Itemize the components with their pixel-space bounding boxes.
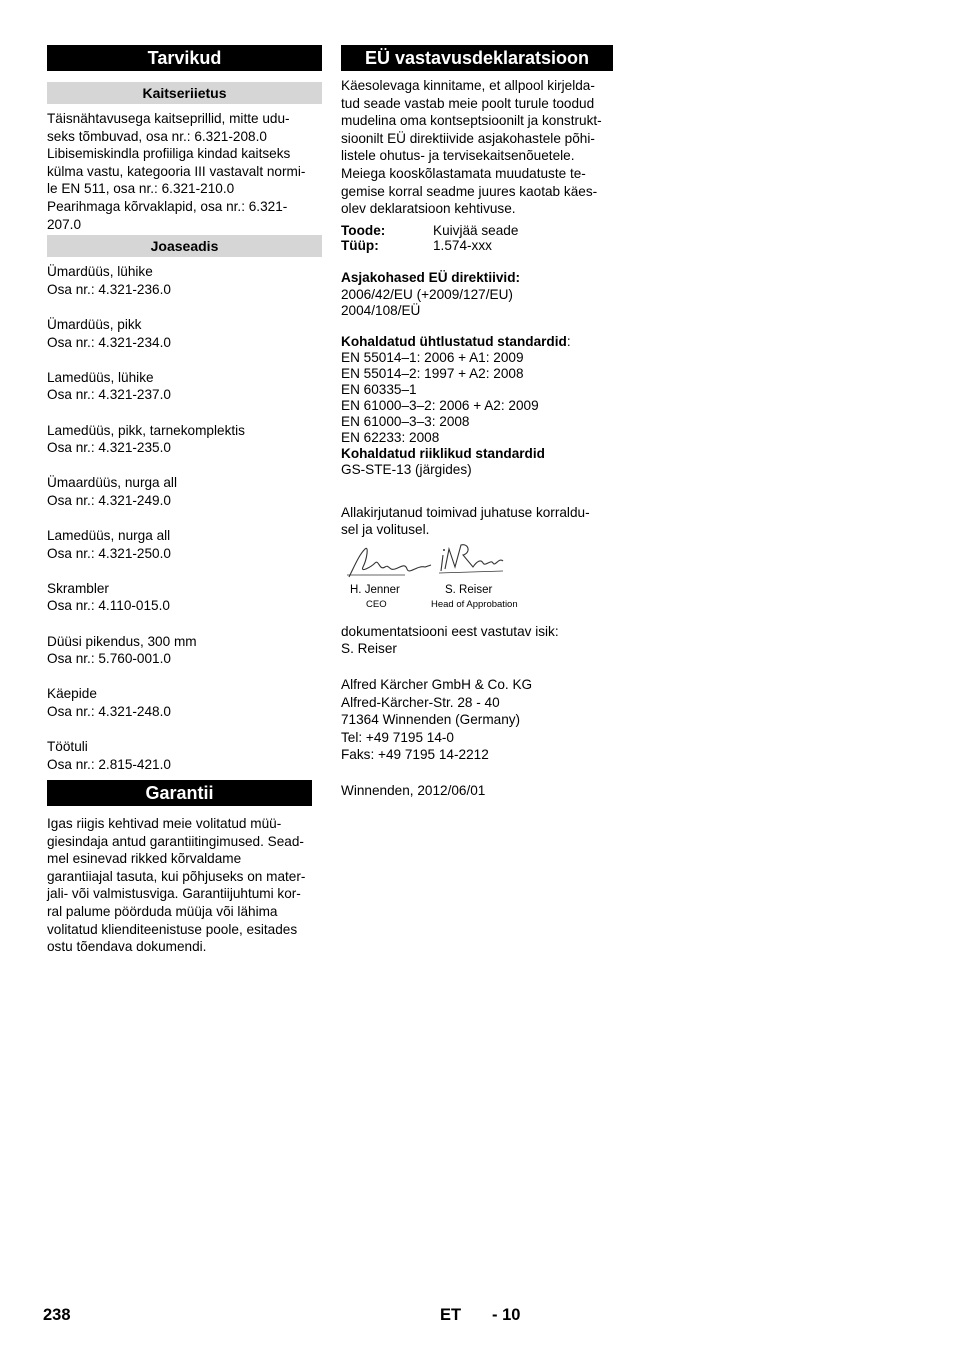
company-address: Alfred Kärcher GmbH & Co. KG Alfred-Kärcher-Str. 28 - 40 71364 Winnenden (Germany) Tel: +49 7195 14-0 Faks: +49 7195 14-2212 <box>341 676 533 763</box>
date-place: Winnenden, 2012/06/01 <box>341 782 486 798</box>
left-column <box>47 45 322 956</box>
signatures <box>341 539 613 609</box>
allkirjutanud-text: Allakirjutanud toimivad juhatuse korraldu- sel ja volitusel. <box>341 504 590 538</box>
accessory-item <box>47 369 322 404</box>
accessory-item <box>47 580 322 615</box>
accessory-item <box>47 422 322 457</box>
joaseadis-heading: Joaseadis <box>47 235 322 257</box>
accessory-name: Lamedüüs, pikk, tarnekomplektis <box>47 422 245 438</box>
accessory-part-number: Osa nr.: 4.110-015.0 <box>47 598 170 614</box>
accessory-name: Skrambler <box>47 580 109 596</box>
jenner-signature-icon <box>345 545 435 581</box>
accessory-part-number: Osa nr.: 5.760-001.0 <box>47 651 171 667</box>
accessory-part-number: Osa nr.: 4.321-249.0 <box>47 492 171 508</box>
kaitseriietus-heading: Kaitseriietus <box>47 82 322 104</box>
direktiivid-list: 2006/42/EU (+2009/127/EU) 2004/108/EÜ <box>341 286 513 318</box>
garantii-text: Igas riigis kehtivad meie volitatud müü- giesindaja antud garantiitingimused. Sead- mel esinevad rikked kõrvaldame garantiiajal tasuta, kui põhjuseks on mater- jali- või valmistusviga. Garantiijuhtumi kor- ral palume pöörduda müüja või lähima volitatud klienditeenistuse poole, esitades ostu tõendava dokumendi. <box>47 815 306 955</box>
standardid-list: EN 55014–1: 2006 + A1: 2009 EN 55014–2: 1997 + A2: 2008 EN 60335–1 EN 61000–3–2: 2006 + A2: 2009 EN 61000–3–3: 2008 EN 62233: 2008 <box>341 349 539 445</box>
accessory-part-number: Osa nr.: 4.321-235.0 <box>47 440 171 456</box>
accessory-part-number: Osa nr.: 2.815-421.0 <box>47 756 171 772</box>
language-code: ET <box>440 1306 462 1324</box>
direktiivid-label: Asjakohased EÜ direktiivid: <box>341 269 521 285</box>
accessory-part-number: Osa nr.: 4.321-236.0 <box>47 281 171 297</box>
accessory-item <box>47 474 322 509</box>
tyyp-label: Tüüp: <box>341 238 379 254</box>
accessory-name: Ümaardüüs, nurga all <box>47 475 177 491</box>
accessory-name: Käepide <box>47 686 97 702</box>
standardid-colon: : <box>566 333 571 349</box>
sub-page-number: - 10 <box>492 1306 521 1324</box>
reiser-signature-icon <box>437 541 507 579</box>
accessory-item <box>47 738 322 773</box>
accessory-name: Lamedüüs, lühike <box>47 369 154 385</box>
jenner-role: CEO <box>366 598 387 610</box>
declaration-intro: Käesolevaga kinnitame, et allpool kirjelda- tud seade vastab meie poolt turule toodud mudelina oma kontseptsioonilt ja konstrukt- sioonilt EÜ direktiivide asjakohastele põhi- listele ohutus- ja tervisekaitsenõuetele. Meiega kooskõlastamata muudatuste te- gemise korral seadme juures kaotab käes- olev deklaratsioon kehtivuse. <box>341 78 602 217</box>
tyyp-value: 1.574-xxx <box>433 238 492 254</box>
accessory-part-number: Osa nr.: 4.321-234.0 <box>47 334 171 350</box>
vastutav-text: dokumentatsiooni eest vastutav isik: S. Reiser <box>341 623 559 657</box>
standardid-label: Kohaldatud ühtlustatud standardid <box>341 333 567 349</box>
accessory-part-number: Osa nr.: 4.321-250.0 <box>47 545 171 561</box>
accessory-part-number: Osa nr.: 4.321-248.0 <box>47 704 171 719</box>
accessory-item <box>47 527 322 562</box>
toode-label: Toode: <box>341 222 386 238</box>
accessory-item <box>47 633 322 668</box>
accessory-part-number: Osa nr.: 4.321-237.0 <box>47 387 171 403</box>
accessory-item <box>47 263 322 298</box>
reiser-name: S. Reiser <box>445 583 493 596</box>
accessory-item <box>47 316 322 351</box>
jenner-name: H. Jenner <box>350 583 400 596</box>
accessory-name: Düüsi pikendus, 300 mm <box>47 633 197 649</box>
riiklikud-value: GS-STE-13 (järgides) <box>341 461 472 477</box>
accessory-list <box>47 263 322 773</box>
riiklikud-label: Kohaldatud riiklikud standardid <box>341 445 545 461</box>
accessory-name: Lamedüüs, nurga all <box>47 528 171 544</box>
garantii-heading: Garantii <box>47 780 312 806</box>
accessory-name: Ümardüüs, lühike <box>47 264 153 280</box>
reiser-role: Head of Approbation <box>431 598 518 610</box>
page-number: 238 <box>43 1306 71 1324</box>
accessory-item <box>47 685 322 720</box>
toode-value: Kuivjää seade <box>433 222 519 238</box>
kaitseriietus-text: Täisnähtavusega kaitseprillid, mitte udu- seks tõmbuvad, osa nr.: 6.321-208.0 Libisemiskindla profiiliga kindad kaitseks külma vastu, kategooria III vastavalt normi- le EN 511, osa nr.: 6.321-210.0 Pearihmaga kõrvaklapid, osa nr.: 6.321- 207.0 <box>47 111 306 232</box>
tarvikud-heading: Tarvikud <box>47 45 322 71</box>
accessory-name: Ümardüüs, pikk <box>47 316 142 332</box>
tyyp-row <box>341 237 613 255</box>
declaration-heading: EÜ vastavusdeklaratsioon <box>341 45 613 71</box>
accessory-name: Töötuli <box>47 739 88 755</box>
right-column <box>341 45 613 799</box>
